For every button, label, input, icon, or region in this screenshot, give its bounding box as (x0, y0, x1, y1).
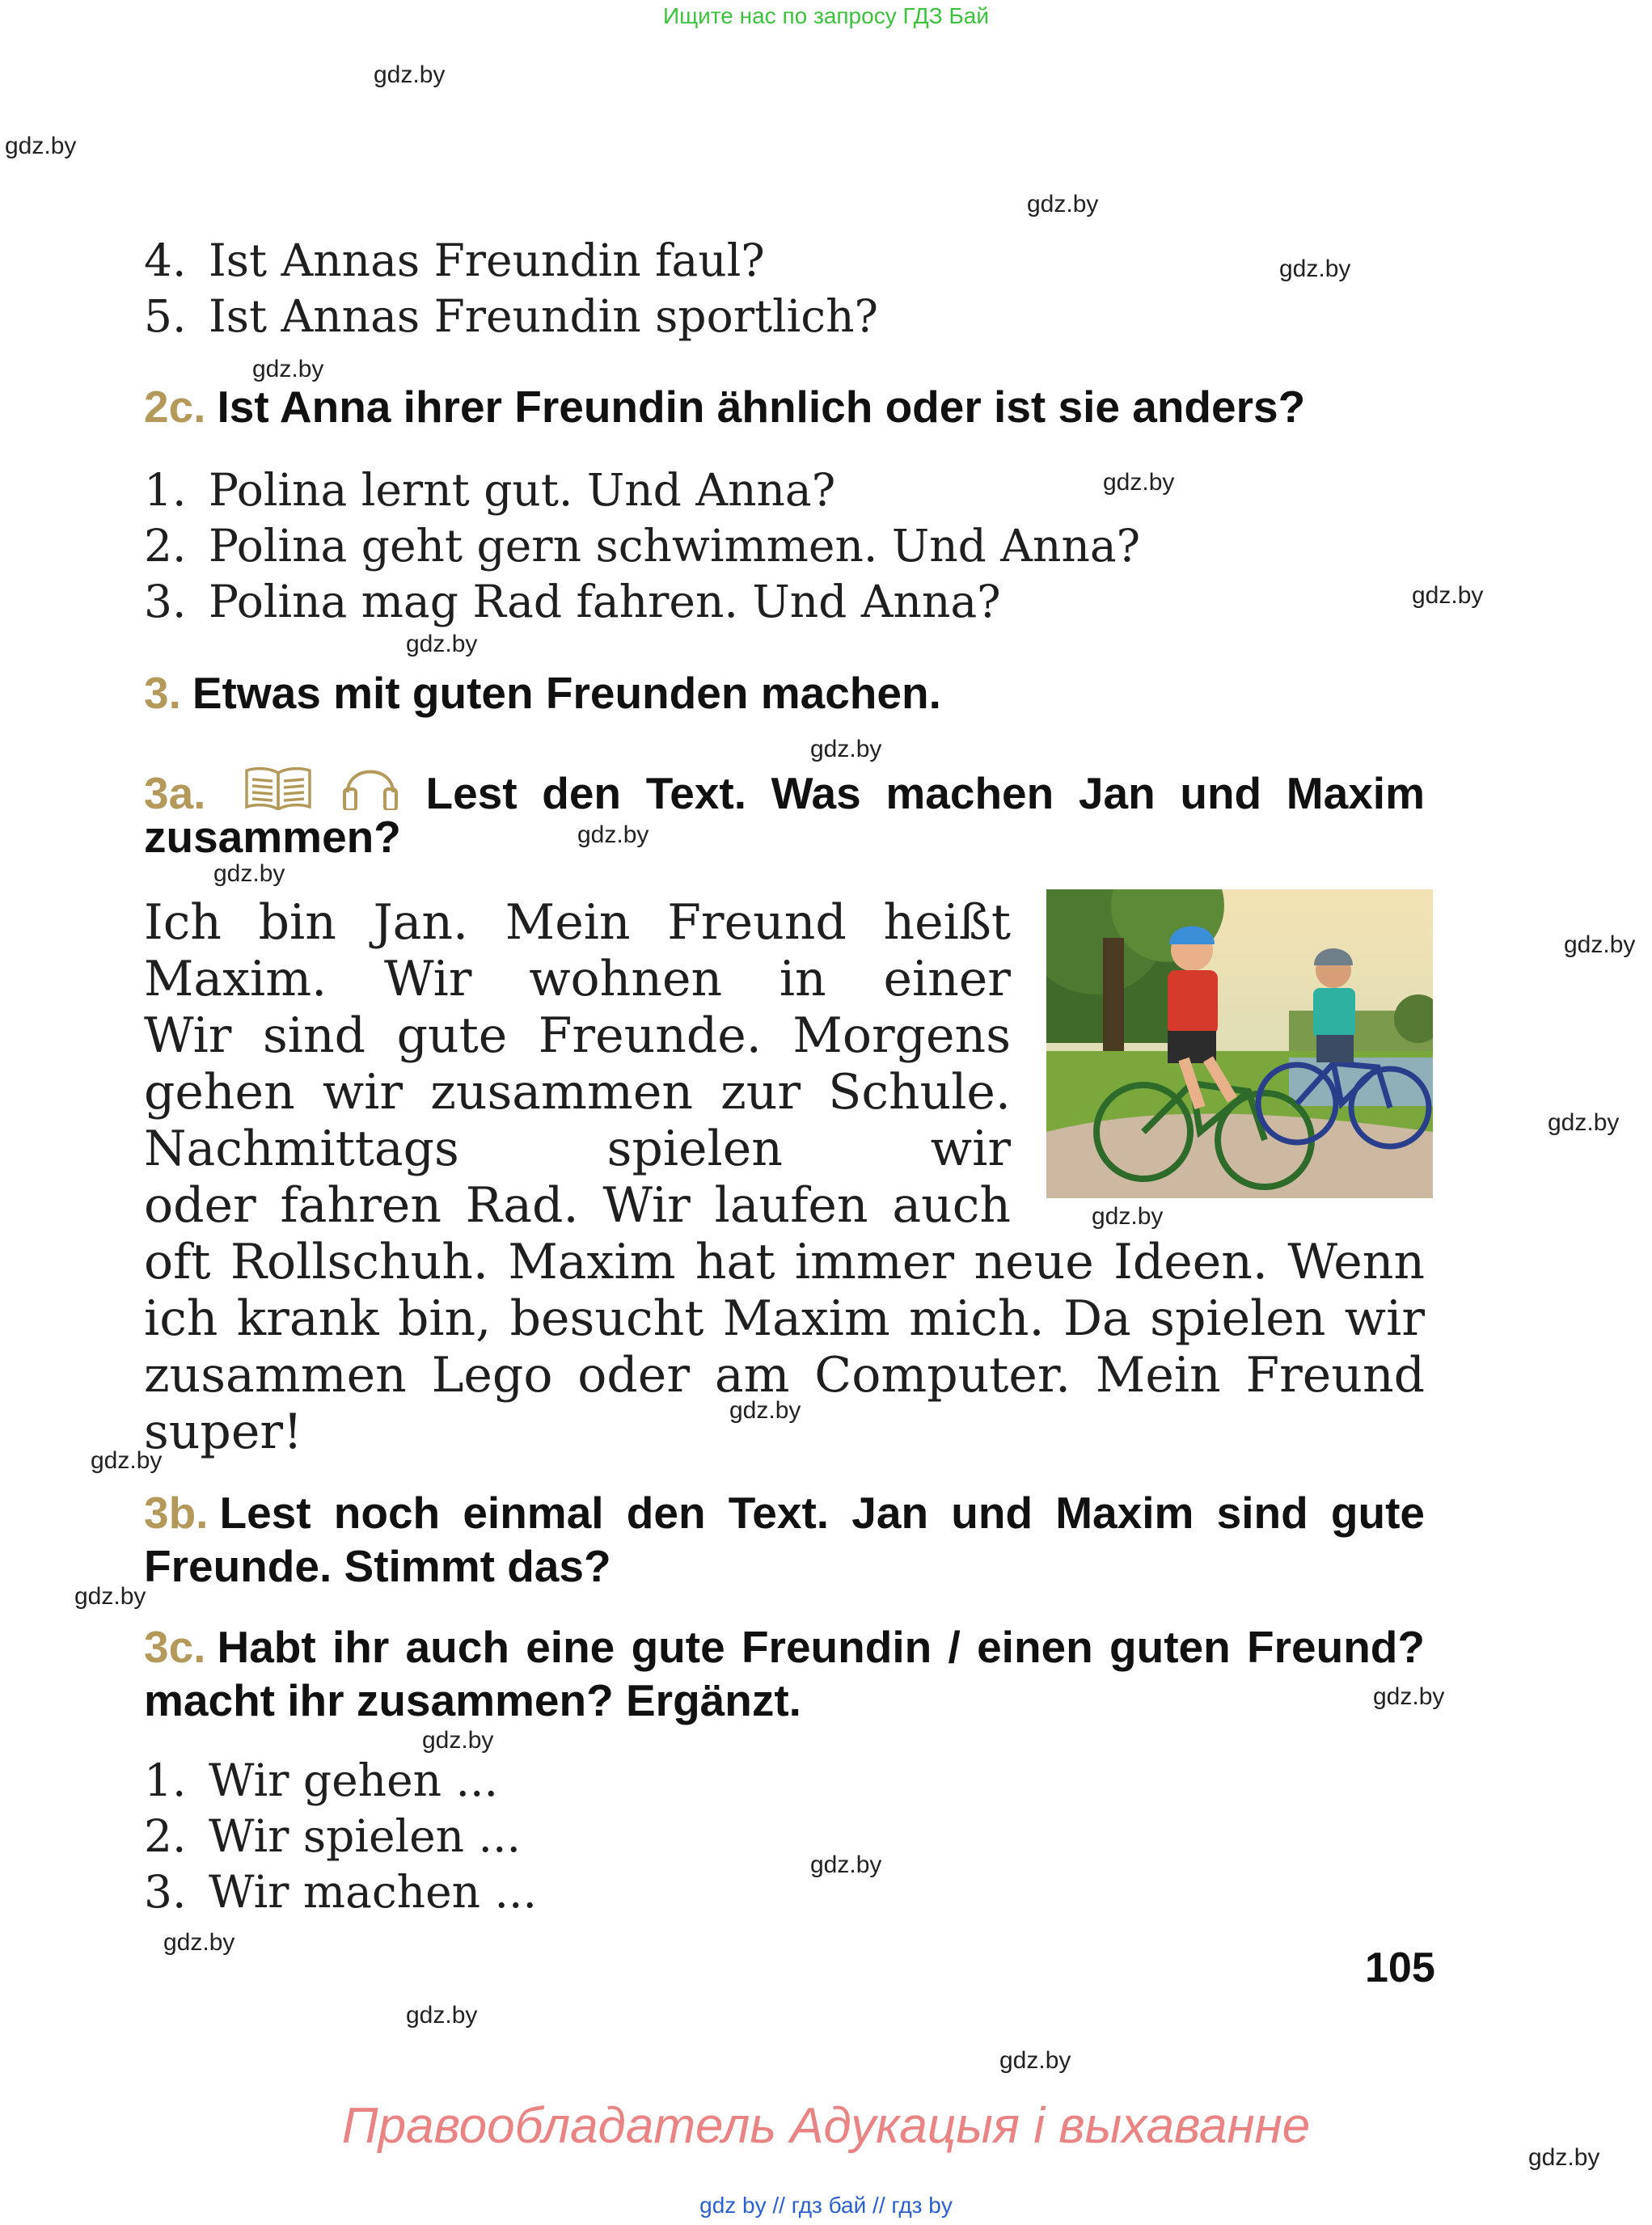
watermark: gdz.by (1528, 2144, 1600, 2171)
story-line: zusammen Lego oder am Computer. Mein Freund (144, 1347, 1425, 1404)
answer-list-3c (144, 1753, 953, 1920)
footer-links[interactable]: gdz by // гдз бай // гдз by (699, 2193, 953, 2218)
story-line: oder fahren Rad. Wir laufen auch (144, 1177, 1011, 1234)
watermark: gdz.by (1103, 469, 1175, 496)
task-3a-heading (144, 757, 1425, 863)
list-item: 2. Polina geht gern schwimmen. Und Anna? (144, 520, 1141, 572)
story-line: super! (144, 1404, 303, 1460)
watermark: gdz.by (91, 1447, 163, 1474)
story-line: ich krank bin, besucht Maxim mich. Da spielen wir (144, 1290, 1425, 1347)
watermark: gdz.by (729, 1397, 801, 1424)
watermark: gdz.by (406, 631, 478, 657)
headphones-icon (340, 757, 401, 810)
story-line: oft Rollschuh. Maxim hat immer neue Ideen. Wenn (144, 1234, 1425, 1290)
watermark: gdz.by (1548, 1109, 1620, 1136)
watermark: gdz.by (1092, 1203, 1164, 1230)
list-item: 3. Polina mag Rad fahren. Und Anna? (144, 576, 1001, 627)
watermark: gdz.by (577, 821, 649, 848)
watermark: gdz.by (999, 2047, 1071, 2074)
page-number: 105 (1365, 1944, 1435, 1991)
watermark: gdz.by (1279, 255, 1351, 282)
watermark: gdz.by (163, 1929, 235, 1956)
story-line: Wir sind gute Freunde. Morgens (144, 1007, 1011, 1064)
question-list-2c (144, 462, 1438, 630)
story-line: Maxim. Wir wohnen in einer (144, 951, 1011, 1007)
watermark: gdz.by (406, 2002, 478, 2029)
watermark: gdz.by (5, 133, 77, 159)
watermark: gdz.by (213, 860, 285, 887)
list-item: 2. Wir spielen ... (144, 1810, 521, 1862)
list-item: 1. Polina lernt gut. Und Anna? (144, 464, 836, 516)
task-3a-line1: 3a. Lest den Text. Was machen Jan und Maxim (144, 757, 1425, 810)
watermark: gdz.by (74, 1583, 146, 1610)
bicycle-photo (1046, 889, 1433, 1198)
watermark: gdz.by (1564, 931, 1636, 958)
watermark: gdz.by (810, 1851, 882, 1878)
watermark: gdz.by (1412, 582, 1484, 609)
list-item: 1. Wir gehen ... (144, 1754, 499, 1806)
watermark: gdz.by (1373, 1683, 1445, 1710)
list-item: 5. Ist Annas Freundin sportlich? (144, 290, 878, 342)
copyright-holder: Правообладатель Адукацыя і выхаванне (341, 2098, 1311, 2154)
open-book-icon (242, 763, 315, 810)
watermark: gdz.by (252, 356, 324, 382)
question-list-top (144, 233, 1276, 344)
task-3a-line2: zusammen? (144, 812, 401, 862)
top-banner[interactable]: Ищите нас по запросу ГДЗ Бай (662, 3, 990, 28)
list-item: 4. Ist Annas Freundin faul? (144, 234, 765, 286)
task-3-heading: 3. Etwas mit guten Freunden machen. (144, 668, 941, 718)
watermark: gdz.by (374, 61, 446, 88)
task-3c-heading: 3c. Habt ihr auch eine gute Freundin / einen guten Freund? macht ihr zusammen? Ergänzt. (144, 1622, 1425, 1725)
watermark: gdz.by (810, 736, 882, 762)
watermark: gdz.by (1027, 191, 1099, 217)
story-line: gehen wir zusammen zur Schule. (144, 1064, 1011, 1121)
task-2c-heading: 2c. Ist Anna ihrer Freundin ähnlich oder ist sie anders? (144, 382, 1306, 432)
watermark: gdz.by (422, 1727, 494, 1754)
story-line: Nachmittags spielen wir (144, 1121, 1011, 1177)
list-item: 3. Wir machen ... (144, 1866, 538, 1918)
story-line: Ich bin Jan. Mein Freund heißt (144, 894, 1011, 951)
task-3b-heading: 3b. Lest noch einmal den Text. Jan und Maxim sind gute Freunde. Stimmt das? (144, 1488, 1425, 1591)
